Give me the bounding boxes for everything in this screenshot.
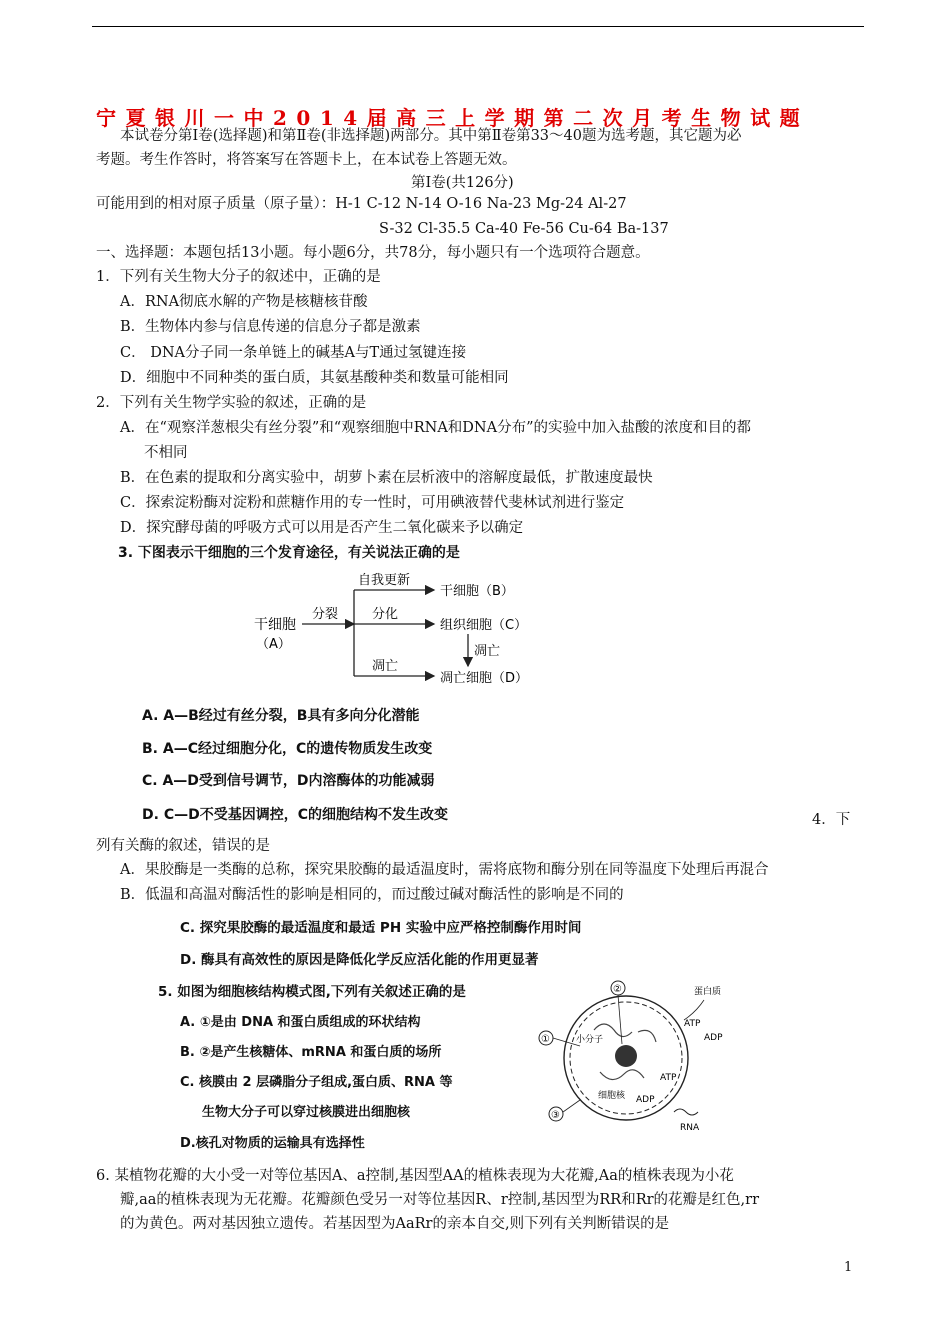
label-small-molecule: 小分子 xyxy=(576,1035,604,1045)
q1-stem: 1．下列有关生物大分子的叙述中，正确的是 xyxy=(96,269,381,285)
q5-option-a: A. ①是由 DNA 和蛋白质组成的环状结构 xyxy=(180,1015,421,1030)
choice-heading: 一、选择题：本题包括13小题。每小题6分，共78分，每小题只有一个选项符合题意。 xyxy=(96,245,650,261)
q1-option-d: D．细胞中不同种类的蛋白质，其氨基酸种类和数量可能相同 xyxy=(120,370,509,386)
header-rule xyxy=(92,26,864,27)
page-title: 宁夏银川一中2014届高三上学期第二次月考生物试题 xyxy=(96,106,810,130)
q4-option-d: D. 酶具有高效性的原因是降低化学反应活化能的作用更显著 xyxy=(180,952,539,968)
q4-option-c: C. 探究果胶酶的最适温度和最适 PH 实验中应严格控制酶作用时间 xyxy=(180,920,582,936)
q3-stem: 3. 下图表示干细胞的三个发育途径，有关说法正确的是 xyxy=(118,545,460,561)
q2-option-b: B．在色素的提取和分离实验中，胡萝卜素在层析液中的溶解度最低，扩散速度最快 xyxy=(120,470,653,486)
atomic-mass-line-2: S-32 Cl-35.5 Ca-40 Fe-56 Cu-64 Ba-137 xyxy=(379,221,669,237)
q5-option-d: D.核孔对物质的运输具有选择性 xyxy=(180,1136,365,1151)
intro-line-1: 本试卷分第Ⅰ卷(选择题)和第Ⅱ卷(非选择题)两部分。其中第Ⅱ卷第33～40题为选考题，其它题为必 xyxy=(120,128,742,144)
nucleus-structure-figure xyxy=(534,980,754,1136)
q5-option-b: B. ②是产生核糖体、mRNA 和蛋白质的场所 xyxy=(180,1045,442,1060)
q2-stem: 2．下列有关生物学实验的叙述，正确的是 xyxy=(96,395,367,411)
q3-option-b: B. A—C经过细胞分化，C的遗传物质发生改变 xyxy=(142,741,433,757)
nucleolus-icon xyxy=(615,1045,637,1067)
diagram-self-renew: 自我更新 xyxy=(358,573,411,588)
label-adp-1: ADP xyxy=(704,1033,723,1043)
section-title: 第Ⅰ卷(共126分) xyxy=(411,175,514,191)
q4-stem-start: 4．下 xyxy=(812,812,851,828)
diagram-cell-c: 组织细胞（C） xyxy=(440,618,528,633)
diagram-apoptosis-2: 凋亡 xyxy=(474,644,501,659)
label-rna: RNA xyxy=(680,1123,700,1133)
diagram-cell-b: 干细胞（B） xyxy=(440,584,514,599)
q6-line-3: 的为黄色。两对基因独立遗传。若基因型为AaRr的亲本自交,则下列有关判断错误的是 xyxy=(120,1216,670,1232)
label-protein: 蛋白质 xyxy=(694,987,722,997)
q1-option-c: C． DNA分子同一条单链上的碱基A与T通过氢键连接 xyxy=(120,345,467,361)
q1-option-b: B．生物体内参与信息传递的信息分子都是激素 xyxy=(120,319,421,335)
label-n2: ② xyxy=(613,984,622,995)
diagram-stem-cell-tag: （A） xyxy=(256,637,291,652)
diagram-cell-d: 凋亡细胞（D） xyxy=(440,671,529,686)
label-n3: ③ xyxy=(551,1110,560,1121)
diagram-apoptosis: 凋亡 xyxy=(372,659,399,674)
q3-option-c: C. A—D受到信号调节，D内溶酶体的功能减弱 xyxy=(142,773,435,789)
q5-option-c-cont: 生物大分子可以穿过核膜进出细胞核 xyxy=(202,1105,411,1120)
q3-option-a: A. A—B经过有丝分裂，B具有多向分化潜能 xyxy=(142,708,420,724)
label-n1: ① xyxy=(541,1034,550,1045)
q5-option-c: C. 核膜由 2 层磷脂分子组成,蛋白质、RNA 等 xyxy=(180,1075,453,1090)
q4-option-b: B．低温和高温对酶活性的影响是相同的，而过酸过碱对酶活性的影响是不同的 xyxy=(120,887,624,903)
q1-option-a: A．RNA彻底水解的产物是核糖核苷酸 xyxy=(120,294,368,310)
q2-option-d: D．探究酵母菌的呼吸方式可以用是否产生二氧化碳来予以确定 xyxy=(120,520,524,536)
q2-option-c: C．探索淀粉酶对淀粉和蔗糖作用的专一性时，可用碘液替代斐林试剂进行鉴定 xyxy=(120,495,625,511)
label-adp-2: ADP xyxy=(636,1095,655,1105)
diagram-split: 分裂 xyxy=(312,607,339,622)
q2-option-a-cont: 不相同 xyxy=(144,445,188,461)
q4-option-a: A．果胶酶是一类酶的总称，探究果胶酶的最适温度时，需将底物和酶分别在同等温度下处理后再混合 xyxy=(120,862,769,878)
label-nucleus: 细胞核 xyxy=(598,1091,626,1101)
q2-option-a: A．在“观察洋葱根尖有丝分裂”和“观察细胞中RNA和DNA分布”的实验中加入盐酸的浓度和目的都 xyxy=(120,420,751,436)
q5-stem: 5. 如图为细胞核结构模式图,下列有关叙述正确的是 xyxy=(158,984,466,1000)
diagram-stem-cell: 干细胞 xyxy=(254,617,296,633)
q6-line-2: 瓣,aa的植株表现为无花瓣。花瓣颜色受另一对等位基因R、r控制,基因型为RR和Rr的花瓣是红色,rr xyxy=(120,1192,760,1208)
intro-line-2: 考题。考生作答时，将答案写在答题卡上，在本试卷上答题无效。 xyxy=(96,152,517,168)
q3-option-d: D. C—D不受基因调控，C的细胞结构不发生改变 xyxy=(142,807,448,823)
label-atp-1: ATP xyxy=(684,1019,701,1029)
diagram-differentiate: 分化 xyxy=(372,607,399,622)
label-atp-2: ATP xyxy=(660,1073,677,1083)
stem-cell-diagram xyxy=(240,566,560,692)
q4-stem: 列有关酶的叙述，错误的是 xyxy=(96,838,270,854)
q6-line-1: 6. 某植物花瓣的大小受一对等位基因A、a控制,基因型AA的植株表现为大花瓣,Aa的植株表现为小花 xyxy=(96,1168,734,1184)
atomic-mass-line-1: 可能用到的相对原子质量（原子量）：H-1 C-12 N-14 O-16 Na-23 Mg-24 Al-27 xyxy=(96,196,627,212)
page-number: 1 xyxy=(844,1260,853,1275)
